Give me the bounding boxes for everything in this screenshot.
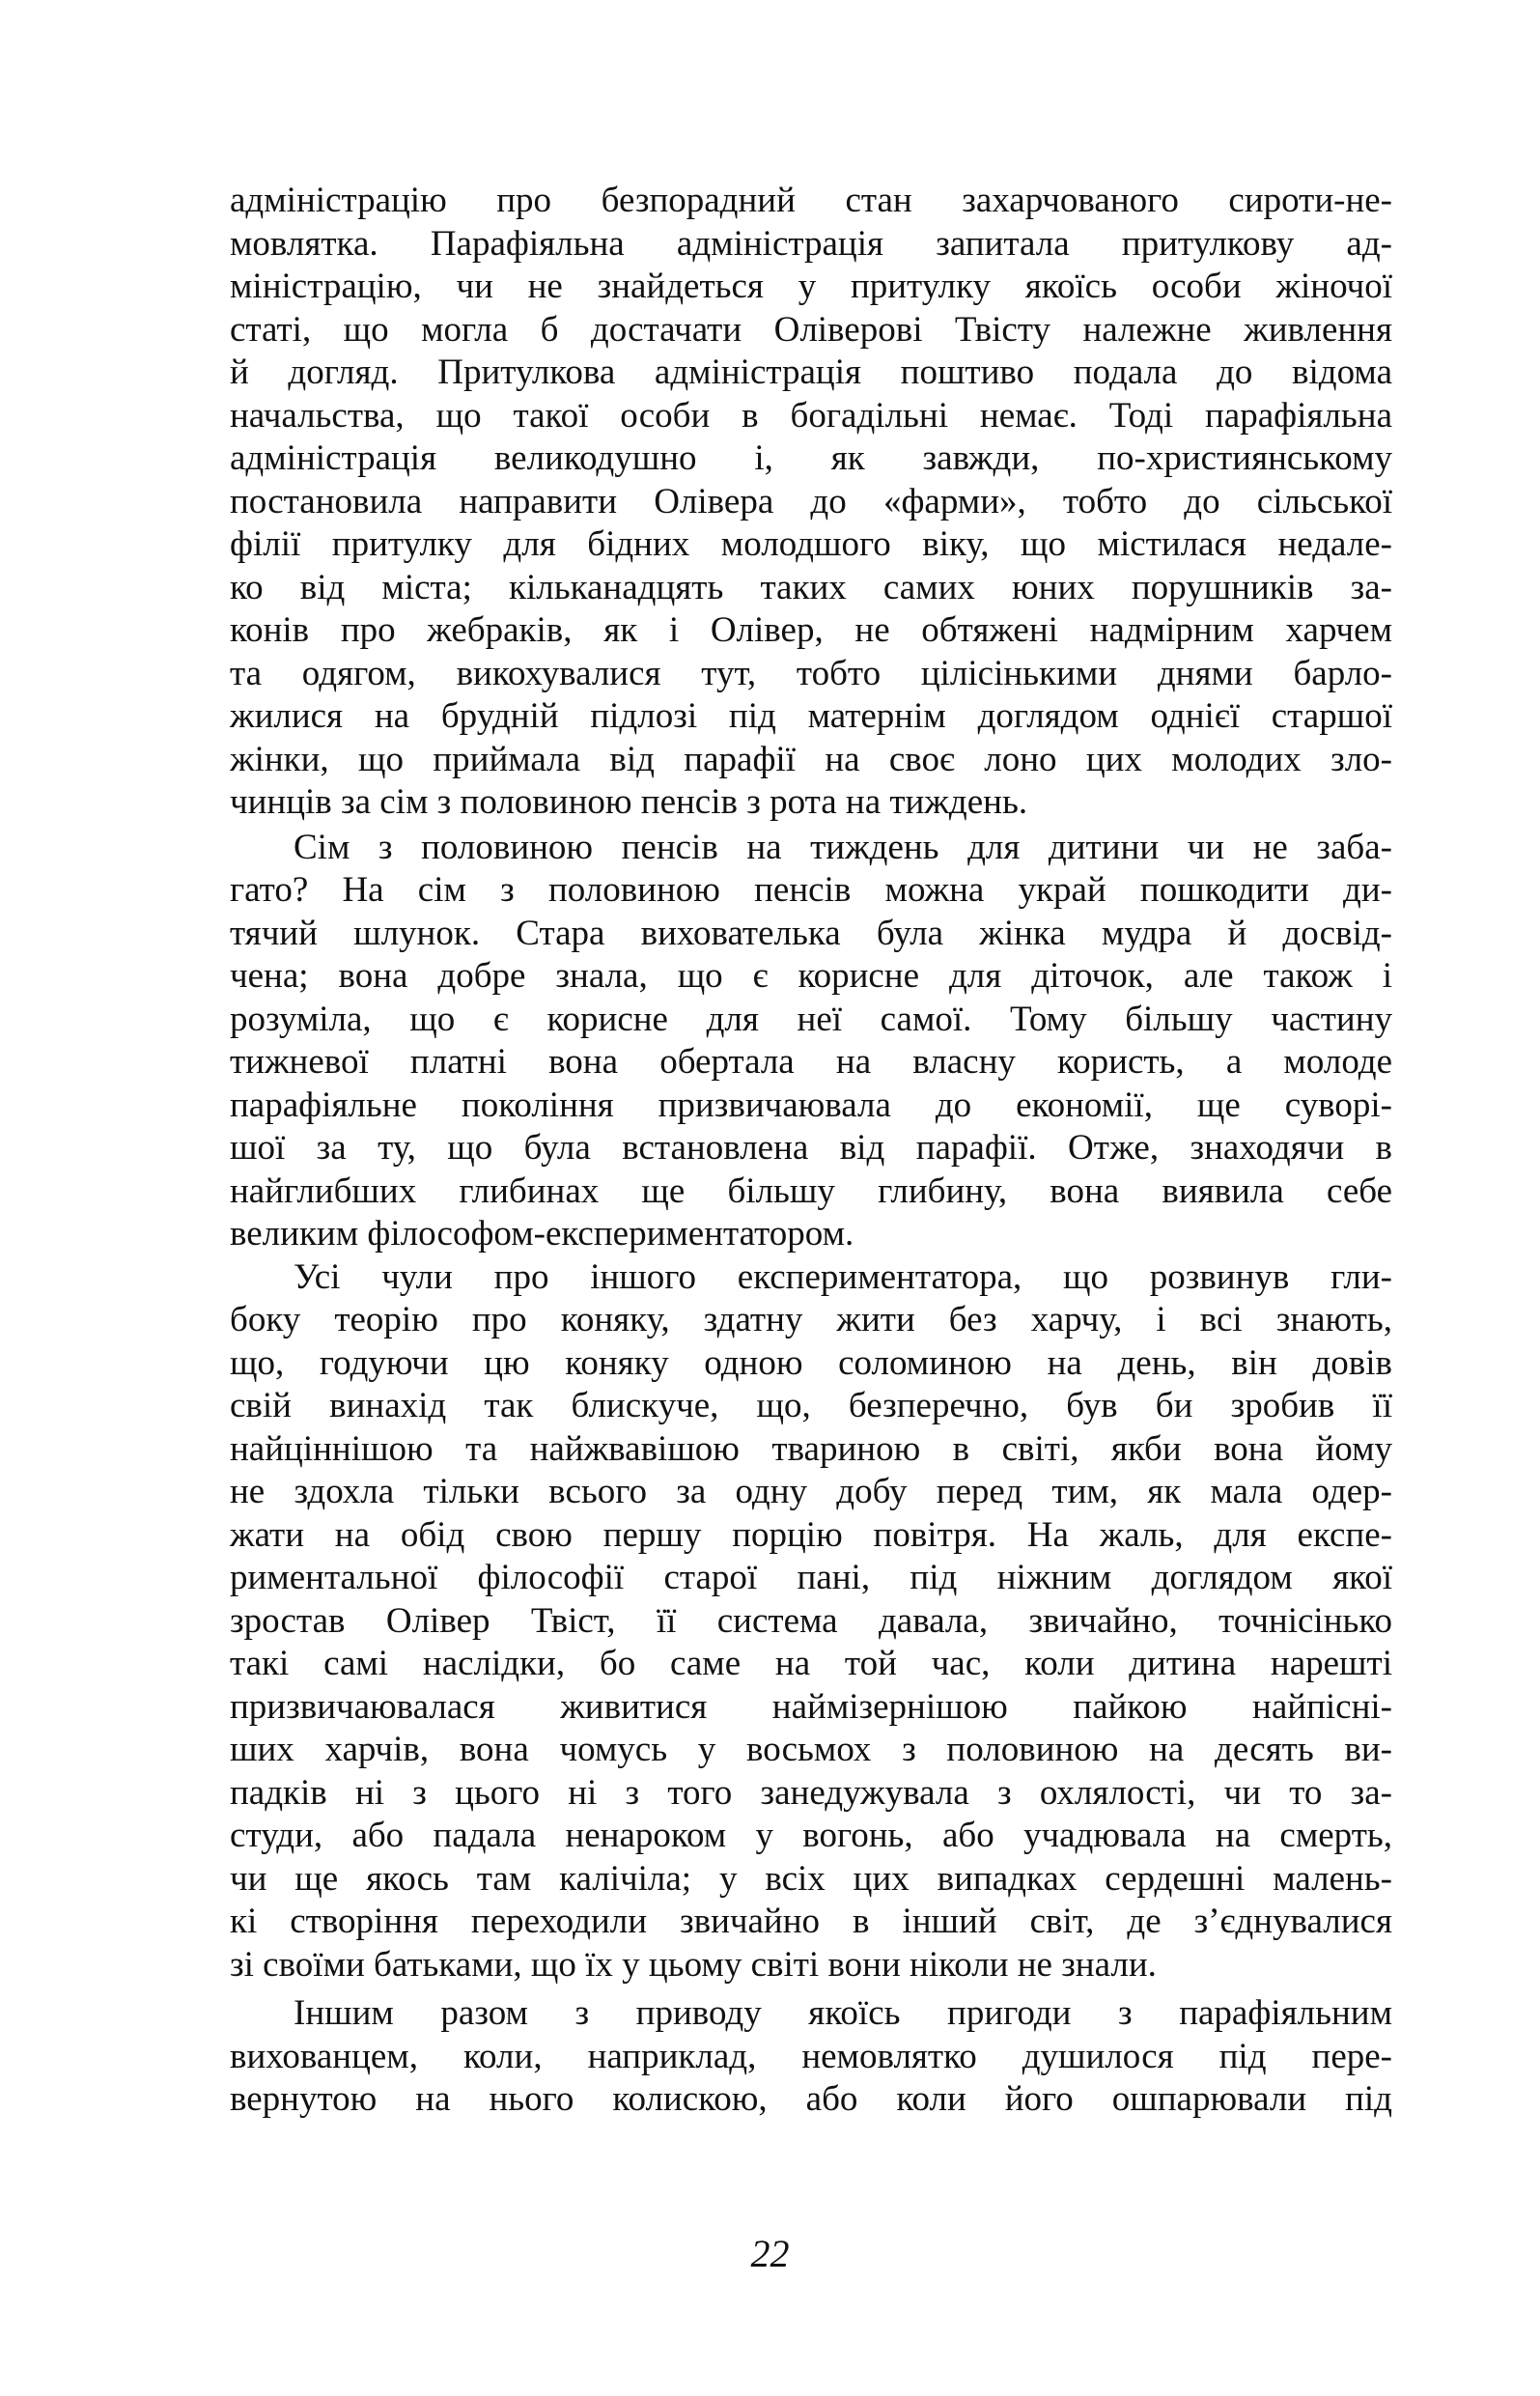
text-line: статі, що могла б достачати Оліверові Твісту належне живлення [230, 309, 1392, 350]
text-line: риментальної філософії старої пані, під ніжним доглядом якої [230, 1558, 1392, 1597]
text-line: міністрацію, чи не знайдеться у притулку якоїсь особи жіночої [230, 267, 1392, 306]
text-line: постановила направити Олівера до «фарми», тобто до сільської [230, 481, 1392, 521]
text-line: найціннішою та найжвавішою твариною в світі, якби вона йому [230, 1428, 1392, 1469]
text-line: зростав Олівер Твіст, її система давала, звичайно, точнісінько [230, 1600, 1392, 1641]
text-line: ко від міста; кільканадцять таких самих юних порушників за- [230, 567, 1392, 607]
text-line: Сім з половиною пенсів на тиждень для дитини чи не заба- [294, 827, 1392, 867]
text-line: тижневої платні вона обертала на власну користь, а молоде [230, 1042, 1392, 1082]
text-line: чи ще якось там калічіла; у всіх цих випадках сердешні малень- [230, 1858, 1392, 1899]
text-line: жати на обід свою першу порцію повітря. На жаль, для експе- [230, 1514, 1392, 1555]
text-line: найглибших глибинах ще більшу глибину, вона виявила себе [230, 1170, 1392, 1211]
text-line: та одягом, викохувалися тут, тобто цілісінькими днями барло- [230, 653, 1392, 693]
text-line: тячий шлунок. Стара вихователька була жінка мудра й досвід- [230, 913, 1392, 953]
text-line: розуміла, що є корисне для неї самої. Тому більшу частину [230, 999, 1392, 1039]
text-line: великим філософом-експериментатором. [230, 1214, 854, 1254]
text-line: мовлятка. Парафіяльна адміністрація запитала притулкову ад- [230, 223, 1392, 264]
text-line: чинців за сім з половиною пенсів з рота на тиждень. [230, 782, 1028, 822]
text-line: не здохла тільки всього за одну добу перед тим, як мала одер- [230, 1472, 1392, 1511]
text-line: адміністрація великодушно і, як завжди, по-християнському [230, 438, 1392, 478]
text-line: адміністрацію про безпорадний стан захарчованого сироти-не- [230, 181, 1392, 220]
text-line: студи, або падала ненароком у вогонь, або учадювала на смерть, [230, 1816, 1392, 1855]
text-line: Іншим разом з приводу якоїсь пригоди з парафіяльним [294, 1993, 1392, 2033]
text-line: що, годуючи цю коняку одною соломиною на день, він довів [230, 1342, 1392, 1383]
paragraph [230, 1256, 1392, 1987]
text-line: жилися на брудній підлозі під матернім доглядом однієї старшої [230, 696, 1392, 736]
paragraph [230, 827, 1392, 1256]
text-line: філії притулку для бідних молодшого віку, що містилася недале- [230, 524, 1392, 564]
text-line: боку теорію про коняку, здатну жити без харчу, і всі знають, [230, 1300, 1392, 1339]
text-line: призвичаювалася живитися наймізернішою пайкою найпісні- [230, 1686, 1392, 1727]
text-line: конів про жебраків, як і Олівер, не обтяжені надмірним харчем [230, 610, 1392, 650]
text-line: чена; вона добре знала, що є корисне для діточок, але також і [230, 956, 1392, 996]
body-text [230, 180, 1392, 2122]
paragraph [230, 1992, 1392, 2122]
text-line: вернутою на нього колискою, або коли його ошпарювали під [230, 2079, 1392, 2119]
text-line: зі своїми батьками, що їх у цьому світі вони ніколи не знали. [230, 1944, 1157, 1985]
text-line: начальства, що такої особи в богадільні немає. Тоді парафіяльна [230, 395, 1392, 436]
text-line: падків ні з цього ні з того занедужувала з охлялості, чи то за- [230, 1772, 1392, 1813]
text-line: й догляд. Притулкова адміністрація поштиво подала до відома [230, 352, 1392, 392]
text-line: шої за ту, що була встановлена від парафії. Отже, знаходячи в [230, 1128, 1392, 1168]
page-number: 22 [750, 2232, 790, 2275]
text-line: ших харчів, вона чомусь у восьмох з половиною на десять ви- [230, 1730, 1392, 1769]
text-line: такі самі наслідки, бо саме на той час, коли дитина нарешті [230, 1644, 1392, 1683]
text-line: парафіяльне покоління призвичаювала до економії, ще суворі- [230, 1085, 1392, 1125]
text-line: свій винахід так блискуче, що, безперечно, був би зробив її [230, 1386, 1392, 1425]
text-line: вихованцем, коли, наприклад, немовлятко душилося під пере- [230, 2036, 1392, 2076]
text-line: Усі чули про іншого експериментатора, що розвинув гли- [294, 1256, 1392, 1297]
text-line: жінки, що приймала від парафії на своє лоно цих молодих зло- [230, 739, 1392, 779]
text-line: кі створіння переходили звичайно в інший світ, де з’єднувалися [230, 1902, 1392, 1941]
text-line: гато? На сім з половиною пенсів можна украй пошкодити ди- [230, 870, 1392, 910]
paragraph [230, 180, 1392, 825]
